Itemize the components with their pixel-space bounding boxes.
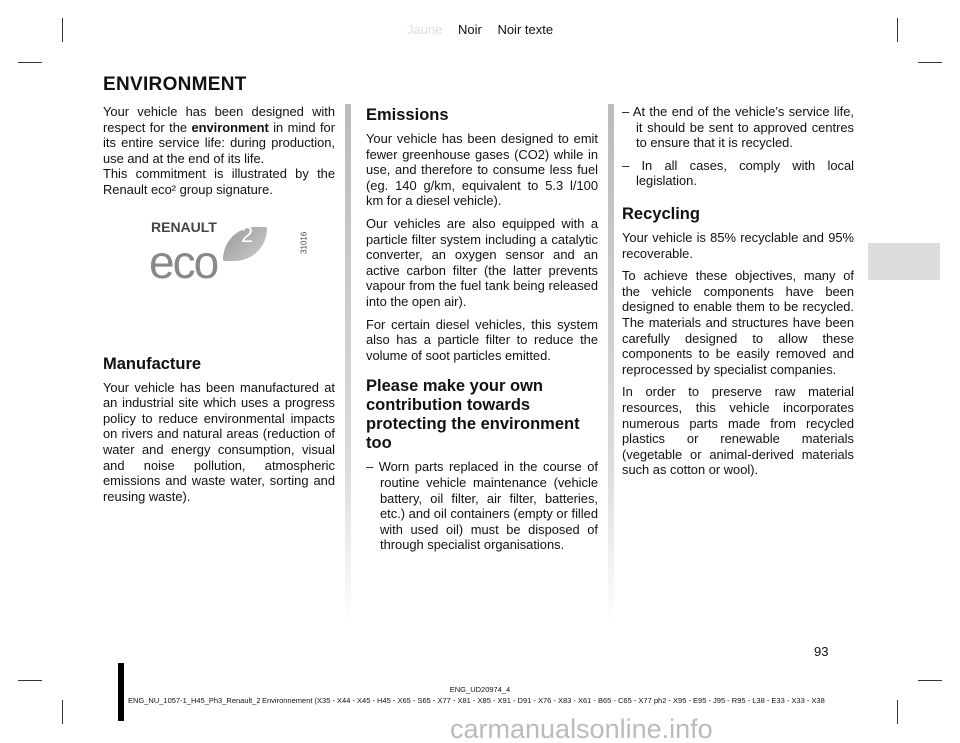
emissions-text: Our vehicles are also equipped with a particle filter system including a catalytic converter, an oxygen sensor and an active carbon filter (the latter prevents vapour from the fuel tank being released into the open air). — [366, 215, 598, 309]
image-ref: 31016 — [299, 231, 309, 254]
crop-mark — [18, 680, 42, 681]
crop-mark — [18, 62, 42, 63]
logo-word: eco — [149, 235, 218, 288]
crop-mark — [62, 700, 63, 724]
manufacture-text: Your vehicle has been manufactured at an industrial site which uses a progress policy to reduce environmental impacts on rivers and natural areas (reduction of water and energy consumption, visual and noise pollution, atmospheric emissions and waste water, sorting and reusing waste). — [103, 379, 335, 504]
manufacture-heading: Manufacture — [103, 354, 202, 373]
intro-part: Your vehicle has been designed with respect for the — [103, 104, 335, 135]
intro-bold: environment — [191, 119, 269, 135]
bullet-item: – In all cases, comply with local legislation. — [622, 157, 854, 189]
column-2 — [366, 106, 598, 560]
emissions-text: Your vehicle has been designed to emit fewer greenhouse gases (CO2) while in use, and therefore to consume less fuel (eg. 140 g/km, equivalent to 5.3 l/100 km for a diesel vehicle). — [366, 131, 598, 209]
watermark: carmanualsonline.info — [450, 714, 713, 743]
color-noir: Noir — [457, 22, 482, 37]
intro-text — [103, 104, 335, 198]
column-divider — [345, 104, 351, 624]
emissions-text: For certain diesel vehicles, this system also has a particle filter to reduce the volume of soot particles emitted. — [366, 316, 598, 363]
bullet-item: – Worn parts replaced in the course of routine vehicle maintenance (vehicle battery, oil filter, air filter, batteries, etc.) and oil containers (empty or filled with used oil) must be disposed of through specialist organisations. — [366, 459, 598, 553]
page-title: ENVIRONMENT — [103, 74, 247, 95]
logo-brand: RENAULT — [151, 218, 217, 235]
color-header — [0, 22, 960, 37]
bullet-item: – At the end of the vehicle’s service life, it should be sent to approved centres to ensure that it is recycled. — [622, 104, 854, 151]
footer-file: ENG_NU_1057-1_H45_Ph3_Renault_2 — [128, 696, 261, 705]
column-1 — [103, 104, 335, 511]
crop-mark — [918, 62, 942, 63]
emissions-heading: Emissions — [366, 106, 449, 124]
recycling-heading: Recycling — [622, 204, 700, 223]
contribution-heading: Please make your own contribution towards protecting the environment too — [366, 377, 580, 453]
crop-mark — [897, 700, 898, 724]
footer-code: ENG_UD20974_4 — [449, 685, 511, 694]
recycling-text: Your vehicle is 85% recyclable and 95% recoverable. — [622, 229, 854, 261]
crop-mark — [918, 680, 942, 681]
edge-bar — [118, 663, 124, 721]
recycling-text: In order to preserve raw material resources, this vehicle incorporates numerous parts made from recycled plastics or renewable materials (vegetable or animal-derived materials such as cotton or wool). — [622, 384, 854, 478]
color-jaune: Jaune — [406, 22, 443, 37]
column-divider — [608, 104, 614, 624]
footer-models: Environnement (X35 - X44 - X45 - H45 - X65 - S65 - X77 - X81 - X85 - X91 - D91 - X76 - X83 - X61 - B65 - C65 - X77 ph2 - X95 - E95 - J95 - R95 - L38 - E33 - X33 - X38 — [262, 696, 825, 705]
section-tab — [868, 243, 940, 280]
column-3 — [622, 104, 854, 485]
intro-part: in mind for its entire service life: during production, use and at the end of its life. — [103, 119, 336, 166]
color-noir-texte: Noir texte — [497, 22, 554, 37]
renault-eco2-logo — [103, 205, 335, 345]
intro-part: This commitment is illustrated by the Renault eco² group signature. — [103, 166, 335, 197]
page-number: 93 — [814, 644, 829, 659]
recycling-text: To achieve these objectives, many of the vehicle components have been designed to enable them to be recycled. The materials and structures have been carefully designed to allow these components to be easily removed and reprocessed by specialist companies. — [622, 268, 854, 377]
logo-sup: 2 — [241, 221, 254, 247]
